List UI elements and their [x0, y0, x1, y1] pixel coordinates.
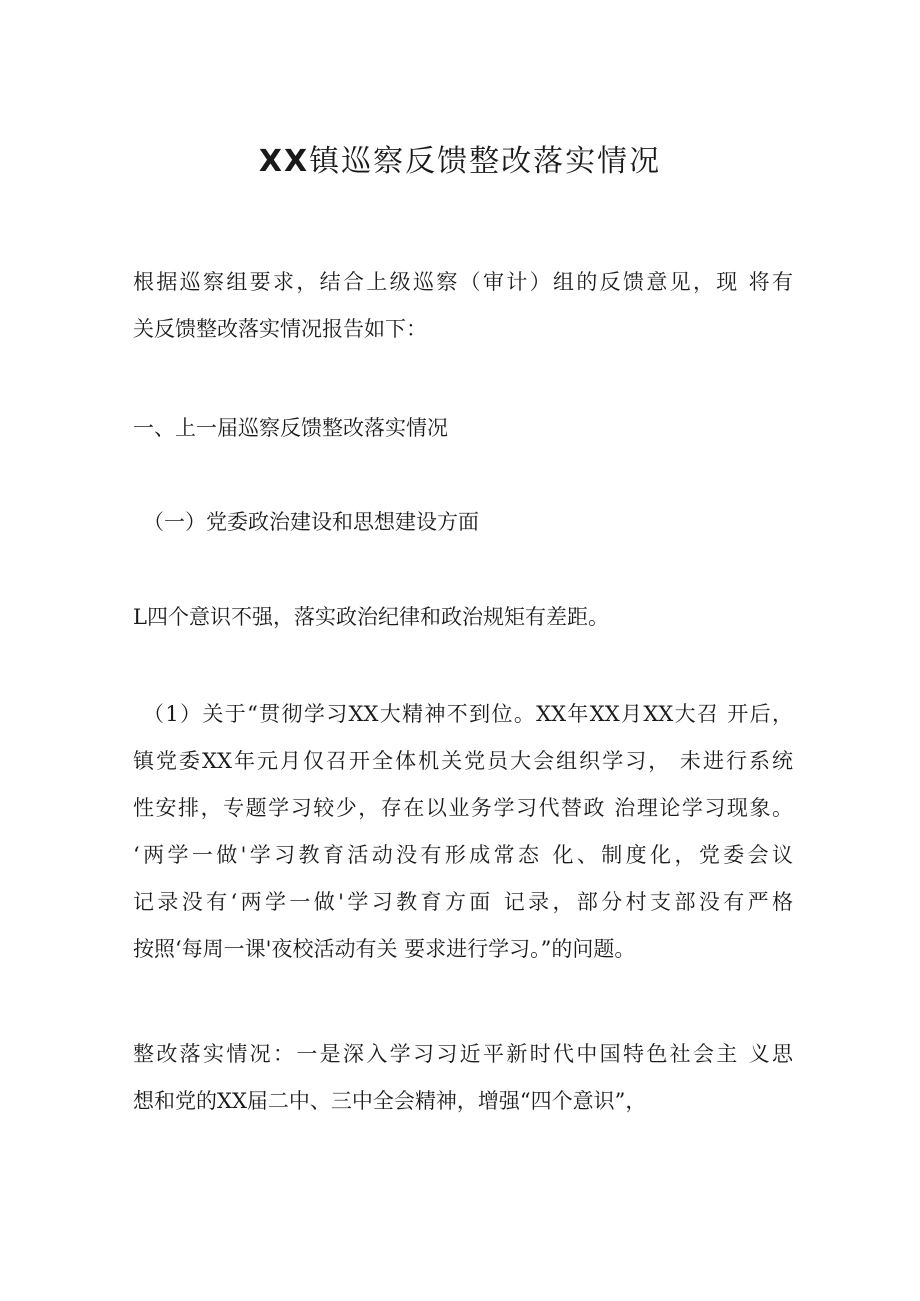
subsection-1-heading: （一）党委政治建设和思想建设方面: [143, 510, 479, 534]
title-text: 镇巡察反馈整改落实情况: [309, 144, 662, 179]
section-heading: [133, 405, 793, 452]
intro-paragraph: [133, 259, 793, 353]
document-title: [0, 138, 920, 186]
issue-line: 性安排，专题学习较少，存在以业务学习代替政 治理论学习现象。: [133, 796, 793, 820]
issue-line: ‘两学一做'学习教育活动没有形成常态 化、制度化，党委会议: [133, 843, 793, 867]
rectification-line: 想和党的XX届二中、三中全会精神，增强“四个意识”，: [133, 1089, 647, 1113]
issue-line: 镇党委XX年元月仅召开全体机关党员大会组织学习， 未进行系统: [133, 749, 793, 773]
issue-line: 记录没有‘两学一做'学习教育方面 记录，部分村支部没有严格: [133, 890, 793, 914]
intro-line: 关反馈整改落实情况报告如下：: [133, 317, 427, 341]
issue-line: 按照‘每周一课'夜校活动有关 要求进行学习。”的问题。: [133, 937, 636, 961]
title-prefix: XX: [258, 144, 310, 179]
intro-line: 根据巡察组要求，结合上级巡察（审计）组的反馈意见，现 将有: [133, 270, 793, 294]
rectification-paragraph: [133, 1031, 793, 1125]
issue-line: （1）关于“贯彻学习XX大精神不到位。XX年XX月XX大召 开后，: [143, 702, 793, 726]
issue-paragraph: [133, 691, 793, 973]
item-1-text: L四个意识不强，落实政治纪律和政治规矩有差距。: [133, 605, 609, 629]
section-1-heading: 一、上一届巡察反馈整改落实情况: [133, 416, 448, 440]
rectification-line: 整改落实情况：一是深入学习习近平新时代中国特色社会主 义思: [133, 1042, 793, 1066]
subsection-heading: [133, 499, 793, 546]
item-paragraph: [133, 594, 793, 641]
